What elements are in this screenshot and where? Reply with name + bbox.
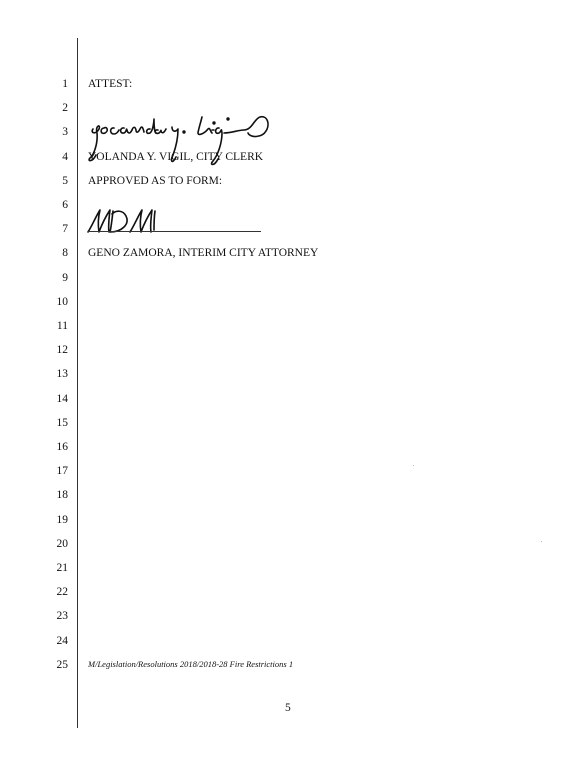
line-number: 3	[62, 126, 68, 139]
attorney-signature-line	[88, 231, 261, 232]
line-number: 15	[56, 416, 68, 429]
line-number: 14	[56, 392, 68, 405]
footer-file-path: M/Legislation/Resolutions 2018/2018-28 Fire Restrictions 1	[88, 659, 294, 669]
line-number-margin-rule	[77, 38, 78, 728]
line-number: 11	[56, 320, 68, 332]
line-number: 17	[56, 465, 68, 478]
attorney-name-line: GENO ZAMORA, INTERIM CITY ATTORNEY	[88, 247, 319, 259]
line-number: 25	[56, 658, 68, 671]
line-number: 21	[56, 562, 68, 574]
line-number: 9	[62, 271, 68, 284]
line-number: 13	[56, 368, 68, 381]
line-number: 18	[56, 489, 68, 502]
attest-label: ATTEST:	[88, 78, 133, 90]
scan-speck	[413, 465, 414, 466]
approved-as-to-form-label: APPROVED AS TO FORM:	[88, 175, 223, 187]
line-number: 1	[62, 78, 68, 90]
line-number: 23	[56, 610, 68, 623]
scan-speck	[541, 541, 542, 542]
line-number: 6	[62, 199, 68, 211]
line-number: 16	[56, 441, 68, 453]
line-number: 8	[62, 247, 68, 260]
line-number: 12	[56, 344, 68, 357]
line-number: 22	[56, 586, 68, 599]
line-number: 5	[62, 174, 68, 187]
line-number: 24	[56, 634, 68, 647]
line-number: 4	[62, 150, 68, 163]
line-number: 10	[56, 295, 68, 308]
line-number: 7	[62, 223, 68, 236]
line-number: 2	[62, 102, 68, 115]
clerk-name-line: YOLANDA Y. VIGIL, CITY CLERK	[88, 151, 264, 163]
page-number: 5	[285, 702, 291, 714]
line-number: 19	[56, 513, 68, 526]
attorney-signature	[86, 206, 176, 238]
line-number: 20	[56, 537, 68, 550]
